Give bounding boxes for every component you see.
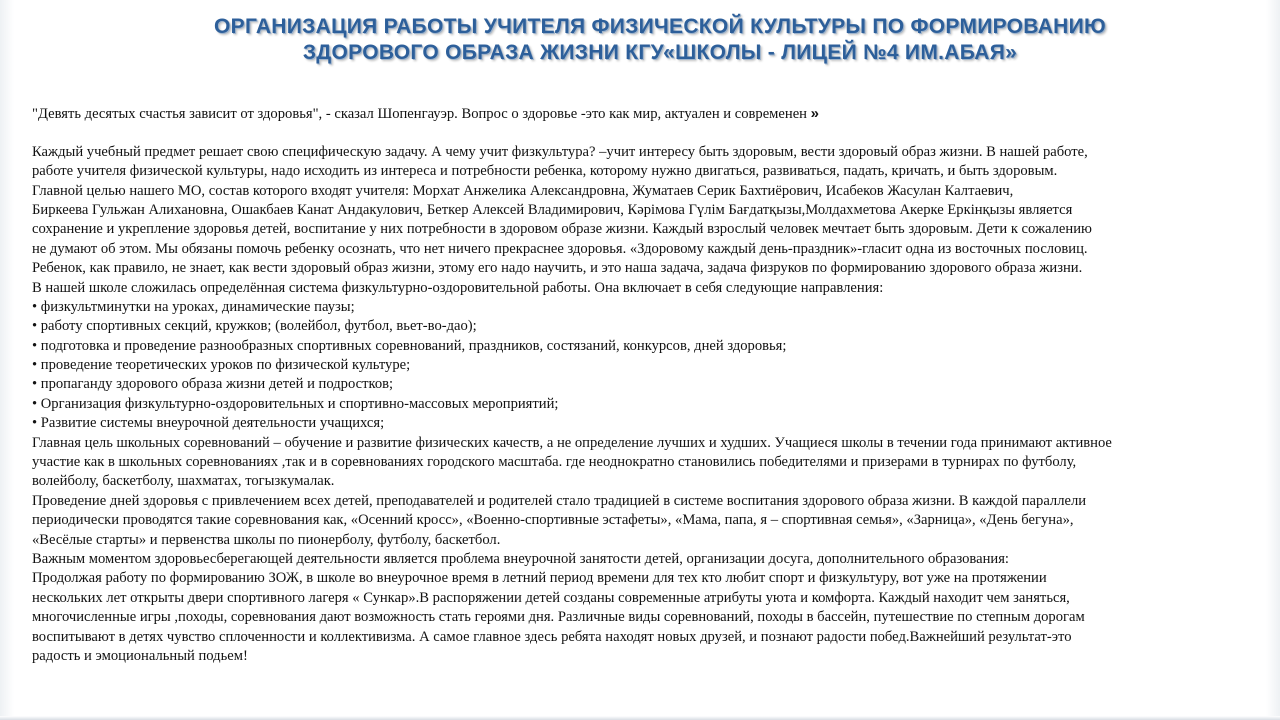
paragraph-gap [32,123,1257,142]
text-line: участие как в школьных соревнованиях ,так и в соревнованиях городского масштаба. где неоднократно становились победителями и призерами в турнирах по футболу, [32,454,1077,471]
text-line: Проведение дней здоровья с привлечением всех детей, преподавателей и родителей стало традицией в системе воспитания здорового образа жизни. В каждой параллели [32,492,1087,509]
text-line: Каждый учебный предмет решает свою специфическую задачу. А чему учит физкультура? –учит интересу быть здоровым, вести здоровый образ жизни. В нашей работе, [32,143,1088,160]
text-line: Продолжая работу по формированию ЗОЖ, в школе во внеурочное время в летний период времени для тех кто любит спорт и физкультуру, вот уже на протяжении [32,570,1047,587]
text-line: Биркеева Гульжан Алихановна, Ошакбаев Канат Андакулович, Беткер Алексей Владимирович, Кәрімова Гүлім Бағдатқызы,Молдахметова Акерке Еркінқызы является [32,201,1073,218]
list-item: • подготовка и проведение разнообразных спортивных соревнований, праздников, состязаний, конкурсов, дней здоровья; [32,337,787,354]
text-line: Важным моментом здоровьесберегающей деятельности является проблема внеурочной занятости детей, организации досуга, дополнительного образования: [32,550,1009,567]
text-line: волейболу, баскетболу, шахматах, тогызкумалак. [32,473,335,490]
intro-text: "Девять десятых счастья зависит от здоровья", - сказал Шопенгауэр. Вопрос о здоровье -это как мир, актуален и современен [32,106,811,122]
title-line-2: ЗДОРОВОГО ОБРАЗА ЖИЗНИ КГУ«ШКОЛЫ - ЛИЦЕЙ №4 ИМ.АБАЯ» [302,41,1018,64]
text-line: не думают об этом. Мы обязаны помочь ребенку осознать, что нет ничего прекраснее здоровья. «Здоровому каждый день-праздник»-гласит одна из восточных пословиц. [32,240,1088,257]
closing-quote-mark: » [810,105,819,122]
text-line: сохранение и укрепление здоровья детей, воспитание у них потребности в здоровом образе жизни. Каждый взрослый человек мечтает быть здоровым. Дети к сожалению [32,221,1092,238]
text-line: периодически проводятся такие соревнования как, «Осенний кросс», «Военно-спортивные эстафеты», «Мама, папа, я – спортивная семья», «Зарница», «День бегуна», [32,512,1074,529]
slide-title [120,14,1200,66]
list-item: • работу спортивных секций, кружков; (волейбол, футбол, вьет-во-дао); [32,318,477,335]
text-line: нескольких лет открыты двери спортивного лагеря « Сункар».В распоряжении детей созданы современные атрибуты уюта и комфорта. Каждый находит чем заняться, [32,589,1070,606]
text-line: В нашей школе сложилась определённая система физкультурно-оздоровительной работы. Она включает в себя следующие направления: [32,279,884,296]
text-line: воспитывают в детях чувство сплоченности и коллективизма. А самое главное здесь ребята находят новых друзей, и познают радости побед.Важнейший результат-это [32,628,1072,645]
body-text [32,104,1257,666]
list-item: • пропаганду здорового образа жизни детей и подростков; [32,376,394,393]
text-line: Ребенок, как правило, не знает, как вести здоровый образ жизни, этому его надо научить, и это наша задача, задача физруков по формированию здорового образа жизни. [32,260,1083,277]
text-line: работе учителя физической культуры, надо исходить из интереса и потребности ребенка, которому нужно двигаться, развиваться, падать, кричать, и быть здоровым. [32,163,1058,180]
intro-quote [32,104,1257,123]
list-item: • физкультминутки на уроках, динамические паузы; [32,298,355,315]
text-line: многочисленные игры ,походы, соревнования дают возможность стать героями дня. Различные виды соревнований, походы в бассейн, путешествие по степным дорогам [32,609,1085,626]
list-item: • Развитие системы внеурочной деятельности учащихся; [32,415,385,432]
text-line: радость и эмоциональный подьем! [32,647,248,664]
title-line-1: ОРГАНИЗАЦИЯ РАБОТЫ УЧИТЕЛЯ ФИЗИЧЕСКОЙ КУЛЬТУРЫ ПО ФОРМИРОВАНИЮ [214,15,1106,38]
text-line: Главная цель школьных соревнований – обучение и развитие физических качеств, а не определение лучших и худших. Учащиеся школы в течении года принимают активное [32,434,1112,451]
text-line: Главной целью нашего МО, состав которого входят учителя: Морхат Анжелика Александровна, Жуматаев Серик Бахтиёрович, Исабеков Жасулан Калтаевич, [32,182,1014,199]
list-item: • проведение теоретических уроков по физической культуре; [32,357,411,374]
list-item: • Организация физкультурно-оздоровительных и спортивно-массовых мероприятий; [32,395,559,412]
text-line: «Весёлые старты» и первенства школы по пионерболу, футболу, баскетбол. [32,531,501,548]
